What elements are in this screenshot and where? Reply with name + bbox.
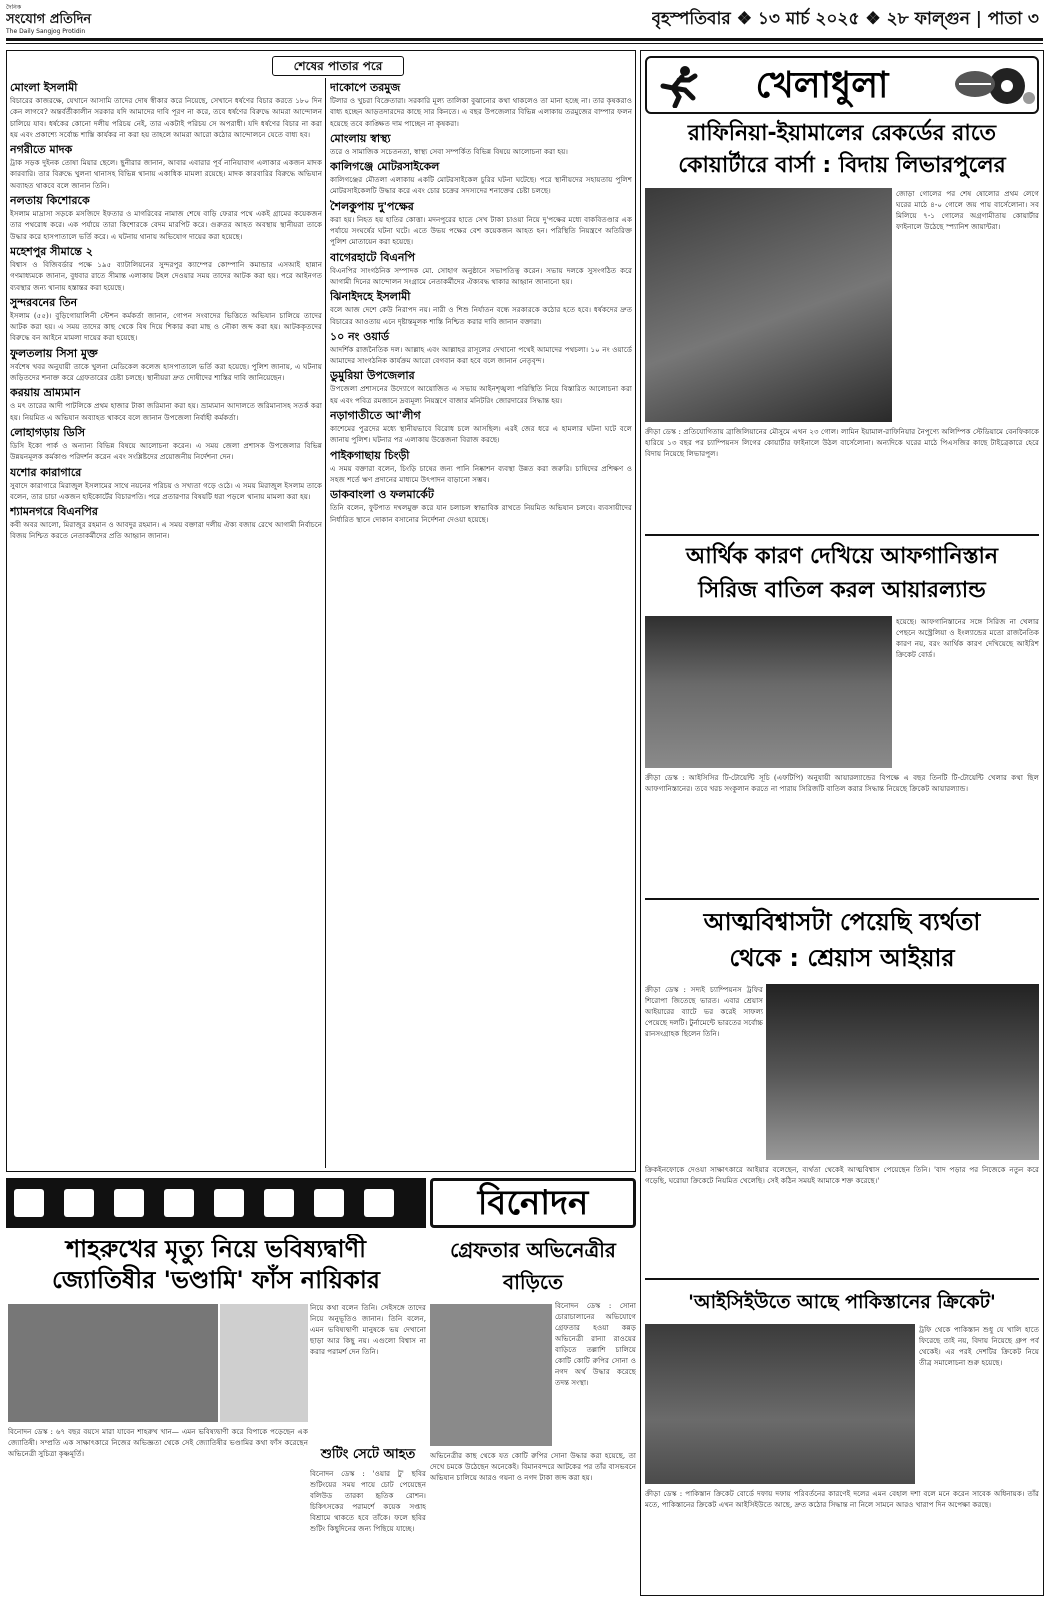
article-body: ইসলাম মাদ্রাসা সড়কে মসজিদে ইফতার ও মাগরিবের নামাজ শেষে বাড়ি ফেরার পথে একই গ্রামের কয়েকজন তার পথরোধ করে। এক পর্যায়ে তারা কিশোরকে বেদম মারপিট করে। গুরুতর আহত অবস্থায় স্থানীয়রা তাকে উদ্ধার করে হাসপাতালে ভর্তি করে। এ ঘটনায় থানায় অভিযোগ দায়ের করা হয়েছে।	[10, 209, 322, 241]
hrithik-headline: শুটিং সেটে আহত	[320, 1447, 416, 1462]
arrested-actress-photo	[430, 1304, 552, 1446]
article-headline: পাইকগাছায় চিংড়ী	[330, 448, 410, 462]
article-body: বলে আজ দেশে কেউ নিরাপদ নয়। নারী ও শিশু নির্যাতন বন্ধে সরকারকে কঠোর হতে হবে। ধর্ষকদের দ্রুত বিচারের আওতায় এনে দৃষ্টান্তমূলক শাস্তি নিশ্চিত করার দাবি জানান বক্তারা।	[330, 305, 632, 326]
headline-line: আর্থিক কারণ দেখিয়ে আফগানিস্তান	[685, 544, 999, 569]
logo-prefix: দৈনিক	[6, 4, 22, 11]
article-headline: ১০ নং ওয়ার্ড	[330, 329, 390, 343]
article-headline: নলতায় কিশোরকে	[10, 194, 90, 208]
article-body: ক্রীড়া ডেস্ক : পাকিস্তান ক্রিকেট বোর্ডে দফায় দফায় পরিবর্তনের কারণেই দলের এমন বেহাল দশা বলে মনে করেন সাবেক অধিনায়ক। তাঁর মতে, পাকিস্তানের ক্রিকেট এখন আইসিইউতে আছে, দ্রুত কঠোর সিদ্ধান্ত না নিলে সামনে আরও খারাপ দিন অপেক্ষা করছে।	[645, 1489, 1039, 1509]
article-headline: দাকোপে তরমুজ	[330, 81, 401, 94]
article-body: ও মৎ তারের আদী পাটলিকে প্রথম হাজার টাকা জরিমানা করা হয়। ভ্রাম্যমান আদালতে জরিমানাসহ সতর্ক করা হয়। নিয়মিত এ অভিযান অব্যাহত থাকবে বলে জানান উপজেলা নির্বাহী কর্মকর্তা।	[10, 401, 322, 422]
article-body: সুবাদে কারাগারে মিরাজুল ইসলামের সাথে নয়নের পরিচয় ও সখ্যতা গড়ে ওঠে। এ সময় মিরাজুল ইসলাম তাকে বলেন, তার চাচা একজন হাইকোর্টের বিচারপতি। পরে প্রতারণার বিষয়টি ধরা পড়লে থানায় মামলা করা হয়।	[10, 480, 322, 501]
article-body: ক্রিকইনফোকে দেওয়া সাক্ষাৎকারে আইয়ার বলেছেন, ব্যর্থতা থেকেই আত্মবিশ্বাস পেয়েছেন তিনি। 'বাদ পড়ার পর নিজেকে নতুন করে গড়েছি, ঘরোয়া ক্রিকেটে নিয়মিত খেলেছি। সেই কঠিন সময়ই আমাকে শক্ত করেছে।'	[645, 1165, 1039, 1185]
headline-line: শাহরুখের মৃত্যু নিয়ে ভবিষ্যদ্বাণী	[65, 1235, 367, 1263]
headline-line: সিরিজ বাতিল করল আয়ারল্যান্ড	[698, 578, 986, 603]
sports-headline-3	[645, 904, 1039, 980]
logo-title: সংযোগ প্রতিদিন	[6, 12, 92, 27]
article-headline: শৈলকুপায় দু'পক্ষের	[330, 199, 414, 213]
article-headline: মহেশপুর সীমান্তে ২	[10, 244, 93, 258]
sports-header-box	[645, 56, 1039, 114]
actress-photo	[220, 1304, 308, 1422]
article-headline: ডাকবাংলা ও ফলমার্কেট	[330, 488, 434, 502]
sports-header: খেলাধুলা	[755, 64, 889, 106]
article-side-text: ক্রীড়া ডেস্ক : সদ্যই চ্যাম্পিয়নস ট্রফির শিরোপা জিতেছে ভারত। এবার শ্রেয়াস আইয়ারের ব্যাটে ভর করেই সাফল্য পেয়েছে দলটি। টুর্নামেন্টে ভারতের সর্বোচ্চ রানসংগ্রাহক ছিলেন তিনি।	[645, 985, 763, 1038]
article-body: সর্বশেষ খবর অনুযায়ী তাকে খুলনা মেডিকেল কলেজ হাসপাতালে ভর্তি করা হয়েছে। পুলিশ জানায়, এ ঘটনায় জড়িতদের শনাক্ত করে গ্রেফতারের চেষ্টা চলছে। স্থানীয়রা দ্রুত দোষীদের শাস্তির দাবি জানিয়েছেন।	[10, 361, 322, 383]
article-body: টিলার ও খুচরা বিক্রেতারা। সরকারি মূল্য তালিকা বুঝানোর কথা থাকলেও তা মানা হচ্ছে না। তার কৃষকরাও বাধ্য হচ্ছেন আড়তদারদের কাছে সার কিনতে। এ বছর উপজেলার বিভিন্ন এলাকায় তরমুজের বাম্পার ফলন হয়েছে তবে কাঙ্ক্ষিত দাম পাচ্ছেন না কৃষকরা।	[330, 96, 632, 128]
headline-line: থেকে : শ্রেয়াস আইয়ার	[729, 944, 955, 972]
article-headline: মোংলায় স্বাস্থ্য	[330, 131, 391, 145]
article-body: ক্রীড়া ডেস্ক : প্রতিযোগিতায় ব্রাজিলিয়ানের মৌসুমে এখন ২৩ গোল। লামিন ইয়ামাল-রাফিনিয়ার নৈপুণ্যে অলিম্পিক স্টেডিয়ামে বেনফিকাকে হারিয়ে ১৩ বছর পর চ্যাম্পিয়নস লিগের কোয়ার্টার ফাইনালে উঠল বার্সেলোনা। অন্যদিকে ঘরের মাঠে পিএসজির কাছে টাইব্রেকারে হেরে বিদায় নিয়েছে লিভারপুল।	[645, 427, 1039, 458]
article-headline: লোহাগড়ায় ডিসি	[10, 425, 86, 439]
entertainment-headline-1	[6, 1234, 426, 1296]
sports-headline-4: 'আইসিইউতে আছে পাকিস্তানের ক্রিকেট'	[688, 1291, 996, 1313]
runner-icon	[655, 64, 699, 108]
headline-line: জ্যোতিষীর 'ভণ্ডামি' ফাঁস নায়িকার	[51, 1266, 381, 1294]
headline-line: গ্রেফতার অভিনেত্রীর বাড়িতে	[450, 1238, 616, 1294]
article-body: এ সময় বক্তারা বলেন, চিংড়ি চাষের জন্য পানি নিষ্কাশন ব্যবস্থা উন্নত করা জরুরি। চাষিদের প্রশিক্ষণ ও সহজ শর্তে ঋণ প্রদানের মাধ্যমে উৎপাদন বাড়ানো সম্ভব।	[330, 463, 632, 484]
entertainment-header-box	[430, 1178, 636, 1228]
headline-line: আত্মবিশ্বাসটা পেয়েছি ব্যর্থতা	[703, 908, 981, 936]
masthead-rule-thin	[6, 43, 1043, 44]
article-side-text: জোড়া গোলের পর শেষ ষোলোর প্রথম লেগে ঘরের মাঠে ৪-০ গোলে জয় পায় বার্সেলোনা। সব মিলিয়ে ৭-১ গোলের অগ্রগামীতায় কোয়ার্টার ফাইনালে উঠেছে স্প্যানিশ জায়ান্টরা।	[896, 189, 1039, 231]
article-headline: ফুলতলায় সিসা মুক্ত	[10, 346, 98, 360]
entertainment-header: বিনোদন	[477, 1183, 589, 1223]
article-body: কাশেমের পুত্রদের মধ্যে স্থানীয়ভাবে বিরোধ চলে আসছিল। এরই জের ধরে এ হামলার ঘটনা ঘটে বলে জানায় পুলিশ। ঘটনার পর এলাকায় উত্তেজনা বিরাজ করছে।	[330, 424, 632, 445]
article-side-text: নিয়ে কথা বলেন তিনি। সেইসঙ্গে তাদের নিয়ে অনুভূতিও জানান। তিনি বলেন, এমন ভবিষ্যদ্বাণী মানুষকে ভয় দেখানো ছাড়া আর কিছু নয়। এগুলো বিশ্বাস না করার পরামর্শ দেন তিনি।	[310, 1303, 426, 1356]
article-body: তরে ও সামাজিক সচেতনতা, স্বাস্থ্য সেবা সম্পর্কিত বিভিন্ন বিষয়ে আলোচনা করা হয়।	[330, 146, 568, 156]
article-body: ইসলাম (৫৫)। বুড়িগোয়ালিনী স্টেশন কর্মকর্তা জানান, গোপন সংবাদের ভিত্তিতে অভিযান চালিয়ে তাদের আটক করা হয়। এ সময় তাদের কাছ থেকে বিষ দিয়ে শিকার করা মাছ ও নৌকা জব্দ করা হয়। আটককৃতদের বিরুদ্ধে বন আইনে মামলা দায়ের করা হয়েছে।	[10, 310, 322, 343]
story-divider	[645, 534, 1039, 536]
masthead-rule	[6, 38, 1043, 41]
article-body: কবী অবর আলো, মিরাজুর রহমান ও আবদুর রহমান। এ সময় বক্তারা দলীয় ঐক্য বজায় রেখে আগামী নির্বাচনে বিজয় নিশ্চিত করতে নেতাকর্মীদের প্রতি আহ্বান জানান।	[10, 520, 322, 541]
article-side-text: হয়েছে। আফগানিস্তানের সঙ্গে সিরিজ না খেলার পেছনে অস্ট্রেলিয়া ও ইংল্যান্ডের মতো রাজনৈতিক কারণ নয়, বরং আর্থিক কারণ দেখিয়েছে আইরিশ ক্রিকেট বোর্ড।	[896, 617, 1039, 659]
dateline: বৃহস্পতিবার ❖ ১৩ মার্চ ২০২৫ ❖ ২৮ ফাল্গুন | পাতা ৩	[651, 9, 1039, 29]
article-headline: বাগেরহাটে বিএনপি	[330, 250, 416, 264]
column-divider	[325, 78, 326, 1168]
pakistan-team-photo	[645, 1324, 915, 1484]
headline-line: রাফিনিয়া-ইয়ামালের রেকর্ডের রাতে	[687, 121, 997, 146]
article-headline: ঝিনাইদহে ইসলামী	[330, 290, 411, 304]
sports-headline-1	[645, 118, 1039, 184]
article-body: বিনোদন ডেস্ক : ৬৭ বছর বয়সে মারা যাবেন শাহরুখ খান— এমন ভবিষ্যদ্বাণী করে বিপাকে পড়েছেন এক জ্যোতিষী। সম্প্রতি এক সাক্ষাৎকারে নিজের অভিজ্ঞতা থেকে সেই জ্যোতিষীর ভণ্ডামির কথা ফাঁস করেছেন অভিনেত্রী সুচিত্রা কৃষ্ণমূর্তি।	[8, 1427, 308, 1458]
article-body: তিনি বলেন, ফুটপাত দখলমুক্ত করে যান চলাচল স্বাভাবিক রাখতে নিয়মিত অভিযান চলবে। ব্যবসায়ীদের নির্ধারিত স্থানে দোকান বসানোর নির্দেশনা দেওয়া হয়েছে।	[330, 503, 632, 524]
story-divider	[645, 1278, 1039, 1280]
news-column-2	[330, 78, 632, 1168]
article-headline: করয়ায় ভ্রাম্যমান	[10, 386, 81, 400]
article-body: বিশ্বাস ও বিজিবর্ডার পক্ষে ১৯৫ ব্যাটালিয়নের সুন্দরপুর ক্যাম্পের কোম্পানি কমান্ডার এসআই হান্নান গণমাধ্যমকে জানান, বুধবার রাতে সীমান্ত এলাকায় টহল দেওয়ার সময় তাদের আটক করা হয়। পরে আইনগত ব্যবস্থার জন্য থানায় হস্তান্তর করা হয়েছে।	[10, 259, 322, 292]
article-body: বিএনপির সাংগঠনিক সম্পাদক মো. সোহাগ অনুষ্ঠানে সভাপতিত্ব করেন। সভায় দলকে সুসংগঠিত করে আগামী দিনের আন্দোলন সংগ্রামে নেতাকর্মীদের ঐক্যবদ্ধ থাকার আহ্বান জানানো হয়।	[330, 265, 632, 286]
article-body: ডিসি ইকো পার্ক ও অন্যান্য বিভিন্ন বিষয়ে আলোচনা করেন। এ সময় জেলা প্রশাসক উপজেলার বিভিন্ন উন্নয়নমূলক কর্মকাণ্ড পরিদর্শন করেন এবং সংশ্লিষ্টদের প্রয়োজনীয় নির্দেশনা দেন।	[10, 440, 322, 462]
article-body: বিচারের কাজরক্ষে, যেখানে আসামি তাদের দোষ স্বীকার করে নিয়েছে, সেখানে ধর্ষণের বিচার করতে ১৮০ দিন কেন লাগবে? অন্তর্বর্তীকালীন সরকার যদি আমাদের দাবি পূরণ না করে, তবে ধর্ষণের বিরুদ্ধে আমরা আন্দোলন চালিয়ে যাব। ধর্ষকের কোনো দলীয় পরিচয় নেই, তার একটাই পরিচয় সে অপরাধী। যদি ধর্ষণের বিচার না করা হয় এবং প্রকাশ্যে সর্বোচ্চ শাস্তি কার্যকর না করা হয় তাহলে আমরা আরো কঠোর আন্দোলনে যেতে বাধ্য হব।	[10, 96, 322, 139]
shreyas-iyer-trophy-photo	[766, 984, 1039, 1160]
article-body: কালিগঞ্জের মৌতলা এলাকায় একটি মোটরসাইকেল চুরির ঘটনা ঘটেছে। পরে স্থানীয়দের সহায়তায় পুলিশ মোটরসাইকেলটি উদ্ধার করে এবং চোর চক্রের সদস্যদের শনাক্তের চেষ্টা চলছে।	[330, 175, 632, 196]
news-column-1	[10, 78, 322, 1168]
article-body: অভিনেত্রীর কাছ থেকে যত কোটি রুপির সোনা উদ্ধার করা হয়েছে, তা দেখে চমকে উঠেছেন অনেকেই। বিমানবন্দরে আটকের পর তাঁর বাসভবনে অভিযান চালিয়ে আরও গয়না ও নগদ টাকা জব্দ করা হয়।	[430, 1451, 636, 1482]
article-headline: কালিগঞ্জে মোটরসাইকেল	[330, 160, 440, 174]
article-body: করা হয়। নিহত হয় হাতির কোত্তা। মদনপুরের হাতে সেখ টাকা চাওয়া নিয়ে দু'পক্ষের মধ্যে বাকবিতণ্ডার এক পর্যায়ে সংঘর্ষের ঘটনা ঘটে। এতে উভয় পক্ষের বেশ কয়েকজন আহত হন। পরিস্থিতি নিয়ন্ত্রণে অতিরিক্ত পুলিশ মোতায়েন করা হয়েছে।	[330, 214, 632, 247]
film-strip-banner	[6, 1178, 426, 1228]
article-body: ক্রীড়া ডেস্ক : আইসিসির টি-টোয়েন্টি সূচি (এফটিপি) অনুযায়ী আয়ারল্যান্ডের বিপক্ষে এ বছর তিনটি টি-টোয়েন্টি খেলার কথা ছিল আফগানিস্তানের। তবে খরচ সংকুলান করতে না পারায় সিরিজটি বাতিল করার সিদ্ধান্ত নিয়েছে ক্রিকেট আয়ারল্যান্ড।	[645, 773, 1039, 793]
story-divider	[645, 898, 1039, 900]
article-headline: ডুমুরিয়া উপজেলার	[330, 369, 415, 383]
article-body: ট্রাক সড়ক দুইনক তোষা মিয়ার ছেলে। ছুনীরার জানান, আবার এবারার পূর্ব নানিয়াবাগ এলাকার একজন মাদক কারবারি। তার বিরুদ্ধে খুলনা থানাসহ বিভিন্ন থানায় একাধিক মামলা রয়েছে। মাদক কারবারির বিরুদ্ধে অভিযান অব্যাহত থাকবে বলে জানান তিনি।	[10, 158, 322, 190]
article-headline: শ্যামনগরে বিএনপির	[10, 505, 98, 519]
article-body: বিনোদন ডেস্ক : 'ওয়ার টু' ছবির শুটিংয়ের সময় পায়ে চোট পেয়েছেন বলিউড তারকা হৃতিক রোশন। চিকিৎসকের পরামর্শে কয়েক সপ্তাহ বিশ্রামে থাকতে হবে তাঁকে। ফলে ছবির শুটিং কিছুদিনের জন্য পিছিয়ে যাচ্ছে।	[310, 1469, 426, 1533]
cricket-match-photo	[645, 616, 892, 768]
article-headline: নড়াগাতীতে আ'লীগ	[330, 409, 421, 423]
article-headline: যশোর কারাগারে	[10, 465, 82, 479]
article-headline: সুন্দরবনের তিন	[10, 295, 78, 309]
article-body: উপজেলা প্রশাসনের উদ্যোগে আয়োজিত এ সভায় আইনশৃঙ্খলা পরিস্থিতি নিয়ে বিস্তারিত আলোচনা করা হয় এবং পবিত্র রমজানে দ্রব্যমূল্য নিয়ন্ত্রণে বাজার মনিটরিং জোরদারের সিদ্ধান্ত হয়।	[330, 384, 632, 405]
article-side-text: বিনোদন ডেস্ক : সোনা চোরাচালানের অভিযোগে গ্রেফতার হওয়া কন্নড় অভিনেত্রী রান্যা রাওয়ের বাড়িতে তল্লাশি চালিয়ে কোটি কোটি রুপির সোনা ও নগদ অর্থ উদ্ধার করেছে তদন্ত সংস্থা।	[555, 1301, 636, 1387]
article-headline: নগরীতে মাদক	[10, 143, 73, 157]
sports-headline-2	[645, 540, 1039, 612]
article-headline: মোংলা ইসলামী	[10, 81, 78, 94]
logo-english: The Daily Sangjog Protidin	[6, 28, 86, 35]
barcelona-players-photo	[645, 188, 892, 422]
sports-balls-icon	[947, 64, 1035, 108]
section-tag: শেষের পাতার পরে	[272, 56, 404, 76]
entertainment-headline-2	[430, 1234, 636, 1300]
shahrukh-photo	[8, 1304, 218, 1422]
article-side-text: ট্রফি থেকে পাকিস্তান শুধু যে খালি হাতে ফিরেছে তাই নয়, বিদায় নিয়েছে গ্রুপ পর্ব থেকেই। এর পরই দেশটির ক্রিকেট নিয়ে তীব্র সমালোচনা শুরু হয়েছে।	[919, 1325, 1039, 1367]
headline-line: কোয়ার্টারে বার্সা : বিদায় লিভারপুলের	[678, 153, 1006, 178]
article-body: আদর্শিক রাজনৈতিক দল। আল্লাহ এবং আল্লাহর রাসূলের দেখানো পথেই আমাদের পথচলা। ১০ নং ওয়ার্ডে আমাদের সাংগঠনিক কার্যক্রম আরো বেগবান করা হবে বলে জানান নেতৃবৃন্দ।	[330, 344, 632, 366]
